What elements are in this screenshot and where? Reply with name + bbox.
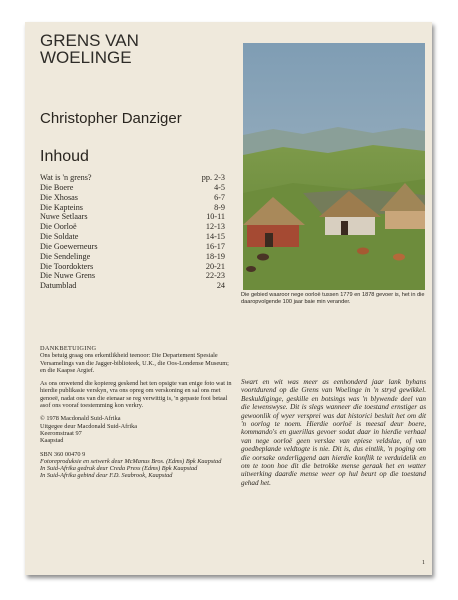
toc-item (40, 242, 225, 252)
table-of-contents (40, 173, 225, 291)
toc-item-title: Die Goewerneurs (40, 241, 98, 251)
toc-item (40, 183, 225, 193)
toc-item-title: Nuwe Setlaars (40, 212, 88, 222)
toc-item (40, 281, 225, 291)
toc-item (40, 262, 225, 272)
toc-item-pages: 18-19 (205, 251, 225, 261)
printing-credit: In Suid-Afrika gedruk deur Creda Press (Edms) Bpk Kaapstad (40, 465, 198, 473)
photo-reproduction-credit: Fotoreproduksie en setwerk deur McManus Bros. (Edms) Bpk Kaapstad (40, 457, 222, 465)
toc-item-pages: pp. 2-3 (201, 173, 225, 182)
toc-item-pages: 4-5 (214, 182, 225, 192)
toc-item-title: Die Nuwe Grens (40, 271, 96, 281)
toc-item-title: Die Boere (40, 182, 74, 192)
toc-item (40, 232, 225, 242)
acknowledgements (40, 345, 235, 480)
toc-item-title: Die Xhosas (40, 192, 78, 202)
publisher-city: Kaapstad (40, 437, 64, 445)
toc-item-title: Datumblad (40, 281, 77, 291)
copyright-notice: © 1978 Macdonald Suid-Afrika (40, 415, 121, 423)
toc-item-pages: 10-11 (206, 212, 225, 222)
toc-item-title: Die Oorloë (40, 222, 77, 232)
page-number: 1 (422, 560, 425, 566)
acknowledgements-thanks: Ons betuig graag ons erkentlikheid teenoor: Die Departement Spesiale Versamelings van die Jagger-biblioteek, U.K., die Oos-Londense Museum; en die Kaapse Argief. (40, 352, 229, 374)
toc-item-title: Die Kapteins (40, 202, 83, 212)
copyright-apology: As ons onwetend die kopiereg geskend het ten opsigte van enige foto wat in hierdie publikasie verskyn, vra ons opreg om verskoning en sal ons met genoeë, nadat ons van die eienaar se reg verwittig is, 'n gepaste fooi betaal asof ons vooraf toestemming kon verkry. (40, 380, 232, 410)
toc-item-pages: 6-7 (214, 192, 225, 202)
book-page (25, 22, 432, 575)
toc-item (40, 252, 225, 262)
toc-item-title: Wat is 'n grens? (40, 173, 92, 182)
toc-item-pages: 22-23 (205, 271, 225, 281)
toc-item-pages: 24 (216, 281, 225, 291)
series-title: GRENS VAN WOELINGE (40, 31, 139, 67)
toc-item-pages: 14-15 (205, 232, 225, 242)
publisher-line: Uitgegee deur Macdonald Suid-Afrika (40, 422, 138, 430)
toc-item-pages: 16-17 (205, 241, 225, 251)
toc-item-title: Die Toordokters (40, 261, 94, 271)
toc-item-title: Die Soldate (40, 232, 79, 242)
acknowledgements-heading: DANKBETUIGING (40, 345, 97, 352)
toc-item-pages: 8-9 (214, 202, 225, 212)
contents-heading: Inhoud (40, 148, 89, 165)
author-name: Christopher Danziger (40, 110, 182, 127)
toc-item (40, 271, 225, 281)
toc-item (40, 173, 225, 183)
toc-item (40, 193, 225, 203)
sbn-number: SBN 360 00470 9 (40, 450, 86, 458)
binding-credit: In Suid-Afrika gebind deur F.D. Seabrook, Kaapstad (40, 472, 173, 480)
toc-item-title: Die Sendelinge (40, 251, 91, 261)
toc-item-pages: 20-21 (205, 261, 225, 271)
toc-item (40, 212, 225, 222)
toc-item-pages: 12-13 (205, 222, 225, 232)
landscape-photo (243, 43, 425, 290)
publisher-address: Keeromstraat 97 (40, 429, 82, 437)
photo-caption: Die gebied waaroor nege oorloë tussen 1779 en 1878 gevoer is, het in die daaropvolgende 100 jaar baie min verander. (241, 292, 425, 305)
toc-item (40, 203, 225, 213)
intro-paragraph: Swart en wit was meer as eenhonderd jaar lank byhans voortdurend op die Grens van Woelinge in 'n stryd gewikkel. Beskuldiginge, geskille en botsings was 'n blywende deel van die lewenswyse. Dit is slegs wanneer die toestand ernstiger as gewoonlik of wyer versprei was dat historici besluit het om dit 'n oorlog te noem. Hierdie oorloë is meesal deur boere, kommando's en guerillas gevoer sodat daar in hierdie verhaal van nege oorloë geen verslae van epiese veldslae, of van goedbeplande veldtogte is nie. Dit is, dus eintlik, 'n poging om die oorsake onderliggend aan hierdie konflik te verduidelik en om te toon hoe dit die betrokke mense geraak het en watter uitwerking daardie mense weer op hul beurt op die toestand gehad het. (241, 378, 426, 487)
toc-item (40, 222, 225, 232)
